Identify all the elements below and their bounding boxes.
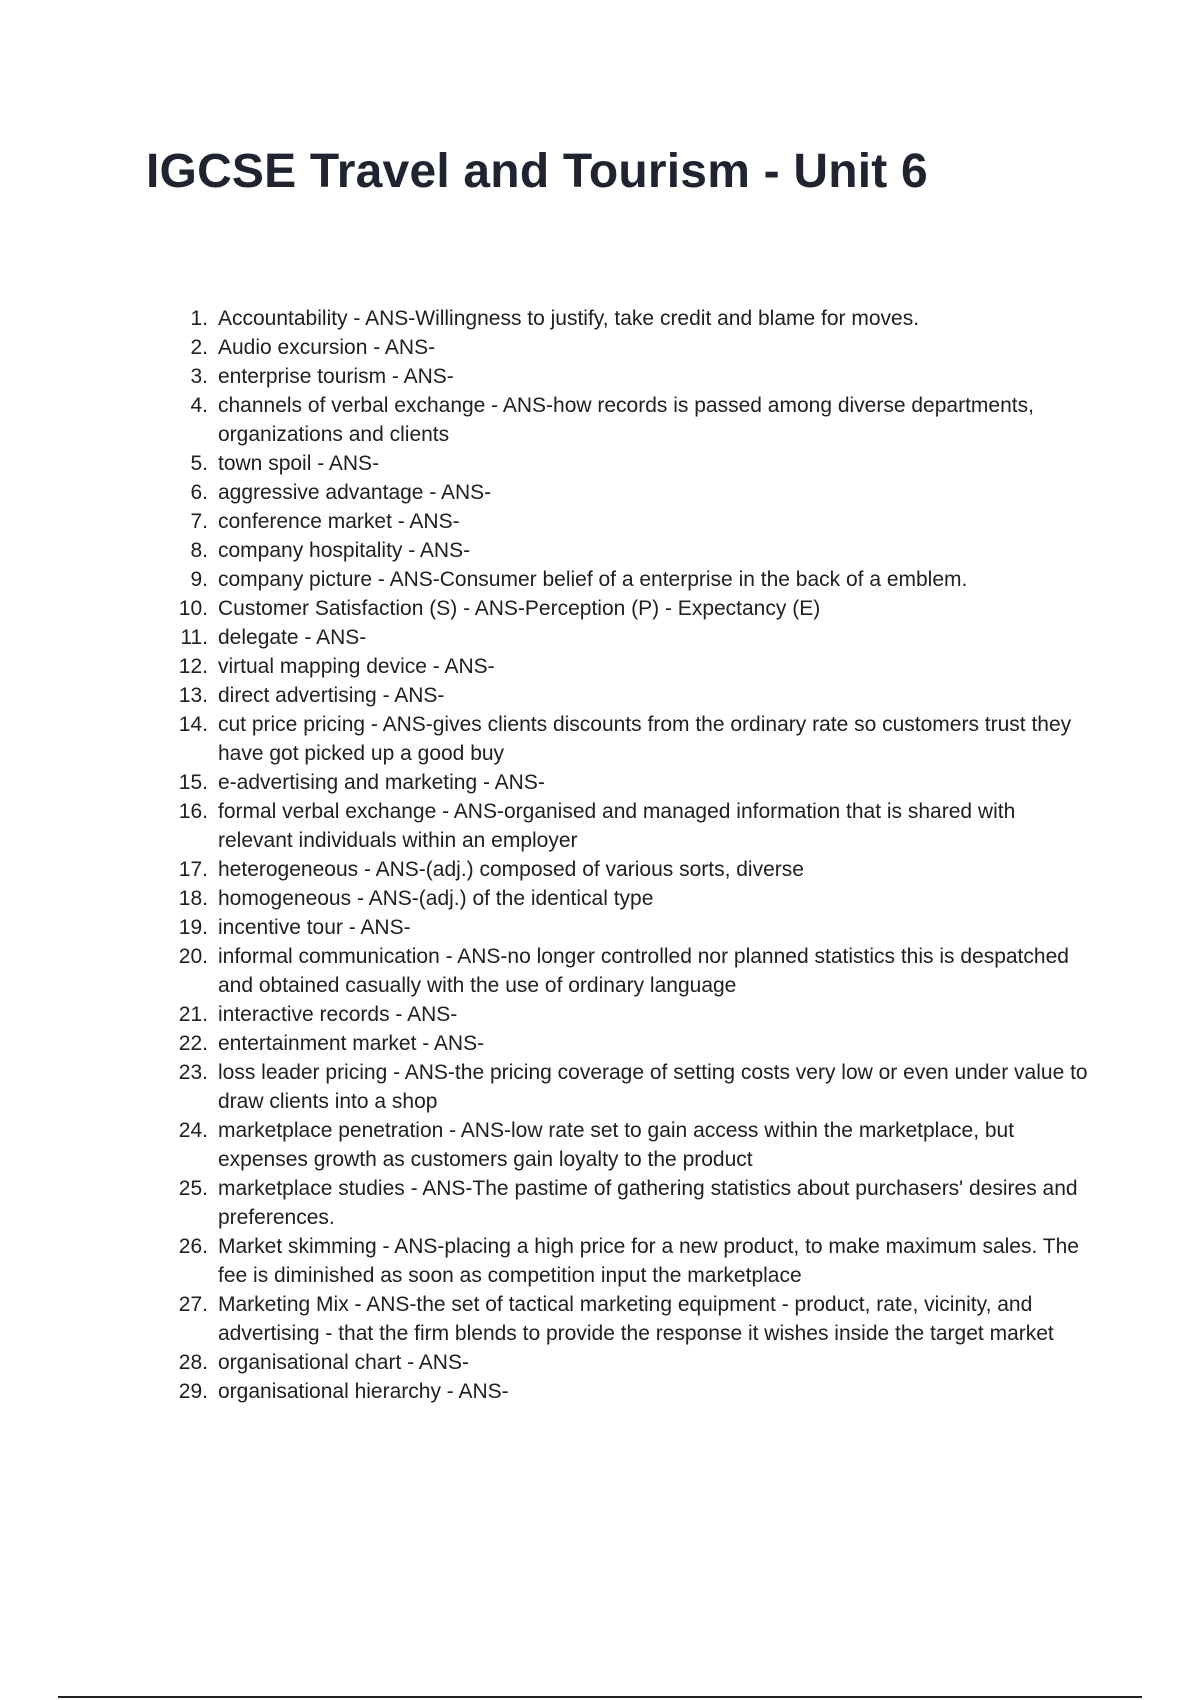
item-number: 21. (178, 1003, 208, 1026)
item-number: 14. (178, 713, 208, 736)
list-item (176, 652, 1091, 681)
list-item (176, 1377, 1091, 1406)
item-number: 23. (178, 1061, 208, 1084)
list-item (176, 333, 1091, 362)
list-item (176, 478, 1091, 507)
list-item (176, 391, 1091, 449)
item-number: 29. (178, 1380, 208, 1403)
list-item (176, 797, 1091, 855)
item-number: 28. (178, 1351, 208, 1374)
item-text: formal verbal exchange - ANS-organised and managed information that is shared with relevant individuals within an employer (218, 800, 1016, 852)
item-text: e-advertising and marketing - ANS- (218, 771, 545, 794)
item-text: marketplace penetration - ANS-low rate set to gain access within the marketplace, but expenses growth as customers gain loyalty to the product (218, 1119, 1015, 1171)
item-text: direct advertising - ANS- (218, 684, 445, 707)
item-number: 15. (178, 771, 208, 794)
list-item (176, 565, 1091, 594)
item-text: marketplace studies - ANS-The pastime of gathering statistics about purchasers' desires and preferences. (218, 1177, 1078, 1229)
item-text: organisational hierarchy - ANS- (218, 1380, 509, 1403)
item-text: loss leader pricing - ANS-the pricing coverage of setting costs very low or even under value to draw clients into a shop (218, 1061, 1088, 1113)
item-number: 12. (178, 655, 208, 678)
item-text: town spoil - ANS- (218, 452, 380, 475)
list-item (176, 623, 1091, 652)
item-text: company picture - ANS-Consumer belief of a enterprise in the back of a emblem. (218, 568, 968, 591)
item-text: enterprise tourism - ANS- (218, 365, 454, 388)
list-item (176, 362, 1091, 391)
list-item (176, 855, 1091, 884)
item-number: 13. (178, 684, 208, 707)
list-item (176, 1116, 1091, 1174)
list-item (176, 536, 1091, 565)
item-text: aggressive advantage - ANS- (218, 481, 492, 504)
item-number: 5. (190, 452, 208, 475)
item-text: company hospitality - ANS- (218, 539, 471, 562)
item-number: 8. (190, 539, 208, 562)
list-item (176, 913, 1091, 942)
item-number: 20. (178, 945, 208, 968)
item-number: 11. (180, 626, 208, 649)
item-number: 19. (178, 916, 208, 939)
item-text: Customer Satisfaction (S) - ANS-Perception (P) - Expectancy (E) (218, 597, 821, 620)
qa-list (176, 304, 1091, 1406)
item-number: 18. (178, 887, 208, 910)
item-text: Market skimming - ANS-placing a high price for a new product, to make maximum sales. The fee is diminished as soon as competition input the marketplace (218, 1235, 1079, 1287)
item-text: interactive records - ANS- (218, 1003, 458, 1026)
item-text: Marketing Mix - ANS-the set of tactical marketing equipment - product, rate, vicinity, and advertising - that the firm blends to provide the response it wishes inside the target market (218, 1293, 1054, 1345)
item-number: 24. (178, 1119, 208, 1142)
item-number: 4. (190, 394, 208, 417)
item-text: organisational chart - ANS- (218, 1351, 469, 1374)
list-item (176, 1058, 1091, 1116)
item-number: 7. (190, 510, 208, 533)
item-number: 25. (178, 1177, 208, 1200)
item-number: 16. (178, 800, 208, 823)
list-item (176, 1000, 1091, 1029)
list-item (176, 884, 1091, 913)
item-number: 6. (190, 481, 208, 504)
list-item (176, 304, 1091, 333)
list-item (176, 507, 1091, 536)
list-item (176, 768, 1091, 797)
page-title: IGCSE Travel and Tourism - Unit 6 (146, 145, 928, 198)
item-number: 27. (178, 1293, 208, 1316)
item-number: 2. (190, 336, 208, 359)
list-item (176, 710, 1091, 768)
item-text: conference market - ANS- (218, 510, 460, 533)
item-text: virtual mapping device - ANS- (218, 655, 495, 678)
item-text: heterogeneous - ANS-(adj.) composed of various sorts, diverse (218, 858, 804, 881)
item-number: 3. (190, 365, 208, 388)
list-item (176, 449, 1091, 478)
item-number: 1. (190, 307, 208, 330)
list-item (176, 1232, 1091, 1290)
item-text: homogeneous - ANS-(adj.) of the identical type (218, 887, 654, 910)
item-number: 26. (178, 1235, 208, 1258)
item-text: incentive tour - ANS- (218, 916, 411, 939)
list-item (176, 942, 1091, 1000)
list-item (176, 1029, 1091, 1058)
footer-divider (58, 1696, 1142, 1698)
item-number: 22. (178, 1032, 208, 1055)
list-item (176, 594, 1091, 623)
item-text: delegate - ANS- (218, 626, 367, 649)
list-item (176, 1174, 1091, 1232)
list-item (176, 1290, 1091, 1348)
list-item (176, 1348, 1091, 1377)
item-text: Accountability - ANS-Willingness to justify, take credit and blame for moves. (218, 307, 920, 330)
item-text: cut price pricing - ANS-gives clients discounts from the ordinary rate so customers trust they have got picked up a good buy (218, 713, 1072, 765)
item-text: informal communication - ANS-no longer controlled nor planned statistics this is despatched and obtained casually with the use of ordinary language (218, 945, 1069, 997)
item-text: Audio excursion - ANS- (218, 336, 436, 359)
item-number: 10. (178, 597, 208, 620)
list-item (176, 681, 1091, 710)
item-number: 17. (178, 858, 208, 881)
item-text: entertainment market - ANS- (218, 1032, 485, 1055)
item-number: 9. (190, 568, 208, 591)
item-text: channels of verbal exchange - ANS-how records is passed among diverse departments, organizations and clients (218, 394, 1034, 446)
